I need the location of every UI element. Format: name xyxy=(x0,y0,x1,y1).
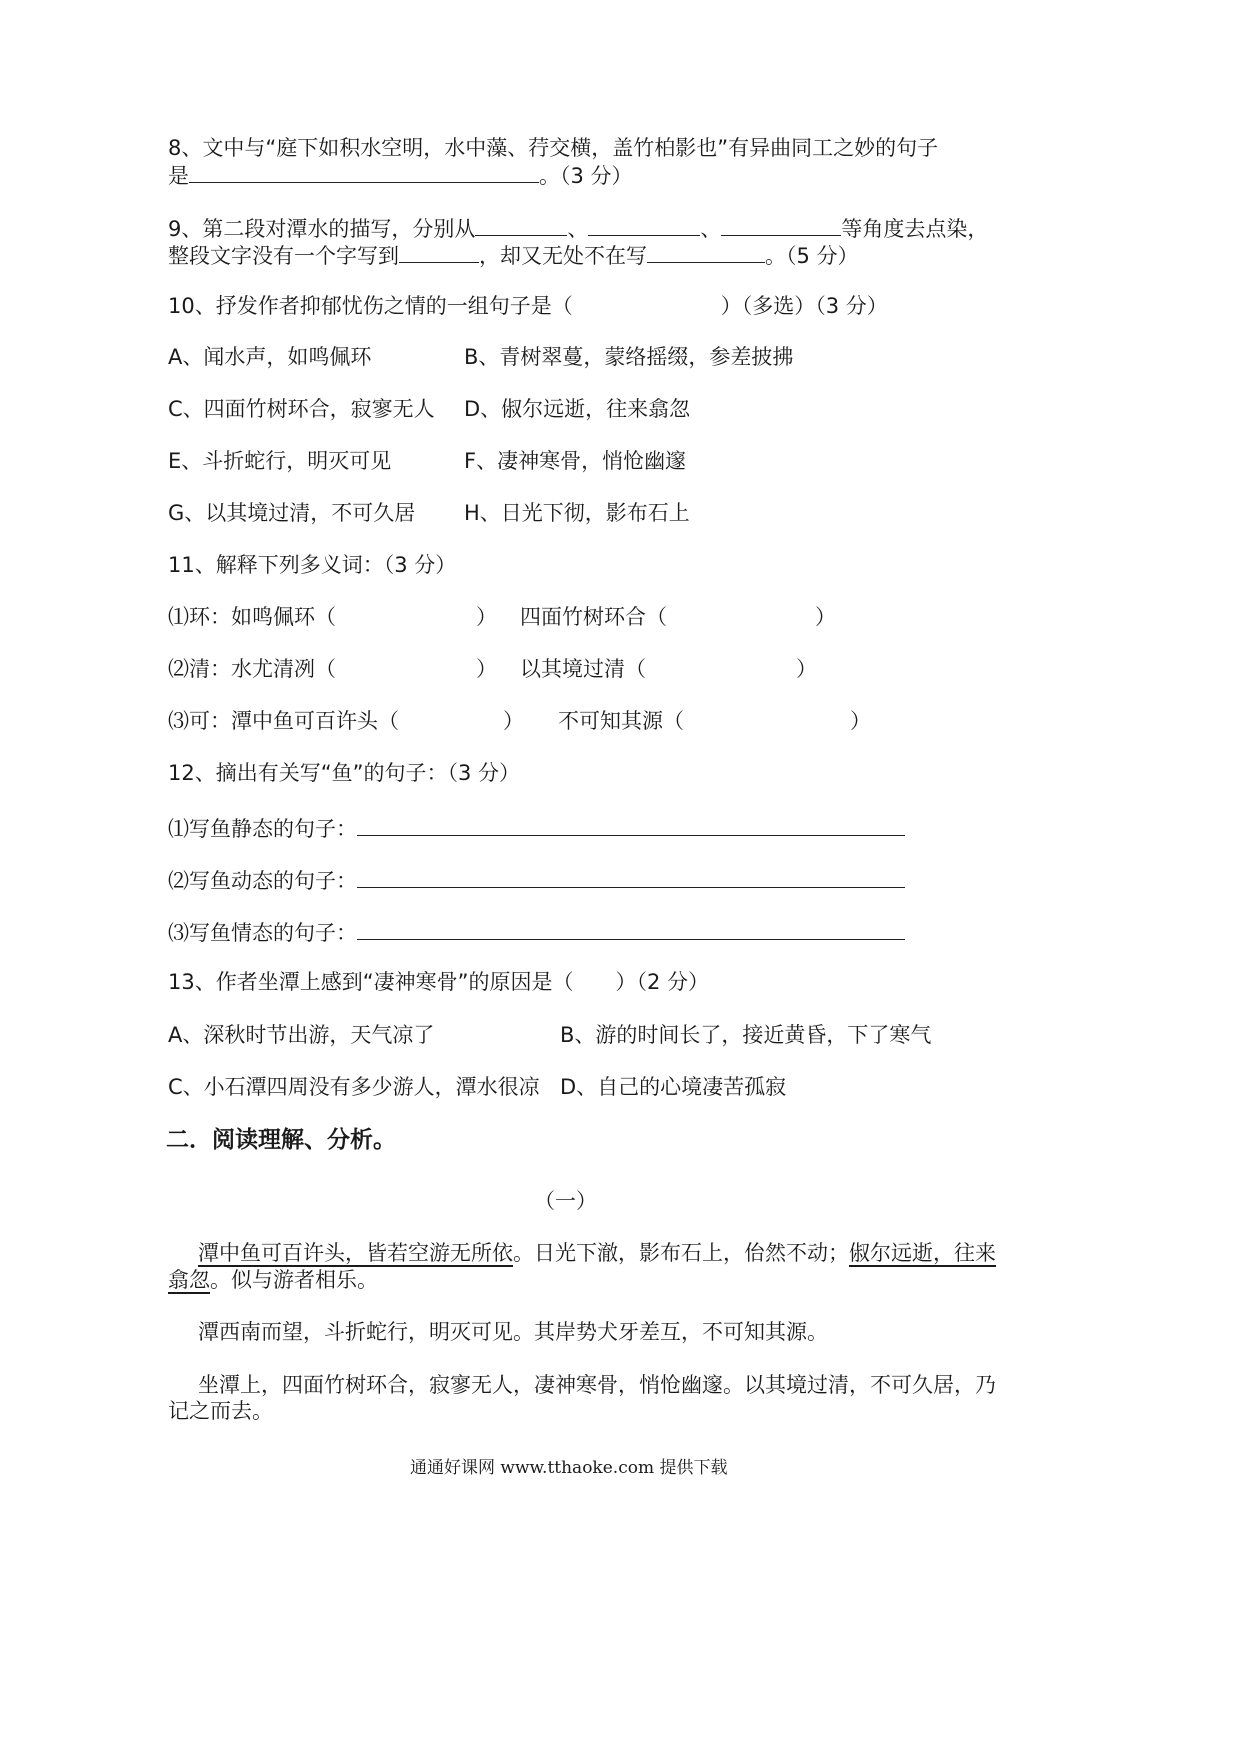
q11-row-3b xyxy=(558,707,871,735)
q11-row-3a xyxy=(168,707,524,735)
passage-underline-1: 潭中鱼可百许头，皆若空游无所依 xyxy=(198,1241,513,1265)
q9-line1 xyxy=(168,213,988,243)
q8-line2-post: 。（3 分） xyxy=(539,164,633,188)
q11-row-3b-text: 不可知其源（ xyxy=(558,709,684,733)
q13-option-a[interactable]: A、深秋时节出游，天气凉了 xyxy=(168,1023,435,1047)
q11-row-2a-text: ⑵清：水尤清冽（ xyxy=(168,657,336,681)
q12-item-3 xyxy=(168,917,905,947)
q12-stem: 12、摘出有关写“鱼”的句子：（3 分） xyxy=(168,761,521,785)
q13-stem-pre: 13、作者坐潭上感到“凄神寒骨”的原因是（ xyxy=(168,970,574,994)
q10-option-e[interactable]: E、斗折蛇行，明灭可见 xyxy=(168,449,392,473)
q11-row-2b xyxy=(520,655,817,683)
passage-underline-2a: 俶尔远逝，往来 xyxy=(849,1241,996,1265)
passage-p3-line2: 记之而去。 xyxy=(168,1399,273,1423)
q12-item-1 xyxy=(168,813,905,843)
q11-row-1a-text: ⑴环：如鸣佩环（ xyxy=(168,605,336,629)
q8-line2 xyxy=(168,160,633,190)
passage-p1-mid: 。日光下澈，影布石上，佁然不动； xyxy=(513,1241,849,1265)
section-heading: 二．阅读理解、分析。 xyxy=(166,1127,396,1153)
q12-item-2 xyxy=(168,865,905,895)
q10-stem xyxy=(168,292,888,320)
q9-line2-mid: ，却又无处不在写 xyxy=(479,244,647,268)
q9-line1-post: 等角度去点染， xyxy=(841,217,989,241)
q11-row-1a xyxy=(168,603,497,631)
q11-row-3a-close: ） xyxy=(503,709,524,733)
q11-row-2b-text: 以其境过清（ xyxy=(520,657,646,681)
q10-option-b[interactable]: B、青树翠蔓，蒙络摇缀，参差披拂 xyxy=(464,345,794,369)
q9-blank-4[interactable] xyxy=(399,240,479,263)
q11-row-3a-text: ⑶可：潭中鱼可百许头（ xyxy=(168,709,399,733)
q11-row-2a xyxy=(168,655,497,683)
q11-row-1b xyxy=(520,603,836,631)
q9-line2-pre: 整段文字没有一个字写到 xyxy=(168,244,399,268)
passage-underline-2b: 翕忽 xyxy=(168,1268,210,1292)
passage-p1-line1 xyxy=(198,1239,996,1267)
q13-stem xyxy=(168,968,709,996)
q10-option-f[interactable]: F、凄神寒骨，悄怆幽邃 xyxy=(464,449,687,473)
q11-row-1b-text: 四面竹树环合（ xyxy=(520,605,667,629)
q10-stem-post: ）（多选）（3 分） xyxy=(720,294,888,318)
q9-line2 xyxy=(168,240,859,270)
q11-stem: 11、解释下列多义词：（3 分） xyxy=(168,553,457,577)
q8-line2-pre: 是 xyxy=(168,164,189,188)
q8-answer-blank[interactable] xyxy=(189,160,539,183)
q11-row-2b-close: ） xyxy=(796,657,817,681)
q13-stem-post: ）（2 分） xyxy=(615,970,710,994)
page-footer: 通通好课网 www.tthaoke.com 提供下载 xyxy=(410,1458,728,1478)
passage-p2: 潭西南而望，斗折蛇行，明灭可见。其岸势犬牙差互，不可知其源。 xyxy=(198,1320,828,1344)
q9-blank-3[interactable] xyxy=(721,213,841,236)
q10-stem-pre: 10、抒发作者抑郁忧伤之情的一组句子是（ xyxy=(168,294,573,318)
q9-line2-post: 。（5 分） xyxy=(765,244,859,268)
q9-blank-5[interactable] xyxy=(647,240,765,263)
q9-sep-2: 、 xyxy=(700,217,722,241)
q11-row-3b-close: ） xyxy=(850,709,871,733)
q8-line1: 8、文中与“庭下如积水空明，水中藻、荇交横，盖竹柏影也”有异曲同工之妙的句子 xyxy=(168,136,939,160)
q10-option-a[interactable]: A、闻水声，如鸣佩环 xyxy=(168,345,372,369)
q12-item-1-blank[interactable] xyxy=(357,813,905,836)
q11-row-1a-close: ） xyxy=(476,605,497,629)
passage-p1-end: 。似与游者相乐。 xyxy=(210,1268,378,1292)
q9-blank-2[interactable] xyxy=(588,213,700,236)
part-label: （一） xyxy=(534,1189,597,1213)
q10-option-g[interactable]: G、以其境过清，不可久居 xyxy=(168,501,416,525)
q11-row-2a-close: ） xyxy=(476,657,497,681)
q10-option-c[interactable]: C、四面竹树环合，寂寥无人 xyxy=(168,397,435,421)
passage-p1-line2 xyxy=(168,1266,378,1294)
q12-item-2-blank[interactable] xyxy=(357,865,905,888)
q9-line1-pre: 9、第二段对潭水的描写，分别从 xyxy=(168,217,476,241)
q11-row-1b-close: ） xyxy=(815,605,836,629)
q13-option-d[interactable]: D、自己的心境凄苦孤寂 xyxy=(560,1075,787,1099)
q12-item-3-label: ⑶写鱼情态的句子： xyxy=(168,921,357,945)
q10-option-d[interactable]: D、俶尔远逝，往来翕忽 xyxy=(464,397,691,421)
q13-option-c[interactable]: C、小石潭四周没有多少游人，潭水很凉 xyxy=(168,1075,540,1099)
q9-sep-1: 、 xyxy=(567,217,589,241)
q12-item-2-label: ⑵写鱼动态的句子： xyxy=(168,869,357,893)
q13-option-b[interactable]: B、游的时间长了，接近黄昏，下了寒气 xyxy=(560,1023,932,1047)
q12-item-3-blank[interactable] xyxy=(357,917,905,940)
q10-option-h[interactable]: H、日光下彻，影布石上 xyxy=(464,501,690,525)
q12-item-1-label: ⑴写鱼静态的句子： xyxy=(168,817,357,841)
passage-p3-line1: 坐潭上，四面竹树环合，寂寥无人，凄神寒骨，悄怆幽邃。以其境过清，不可久居，乃 xyxy=(198,1373,996,1397)
q9-blank-1[interactable] xyxy=(475,213,567,236)
